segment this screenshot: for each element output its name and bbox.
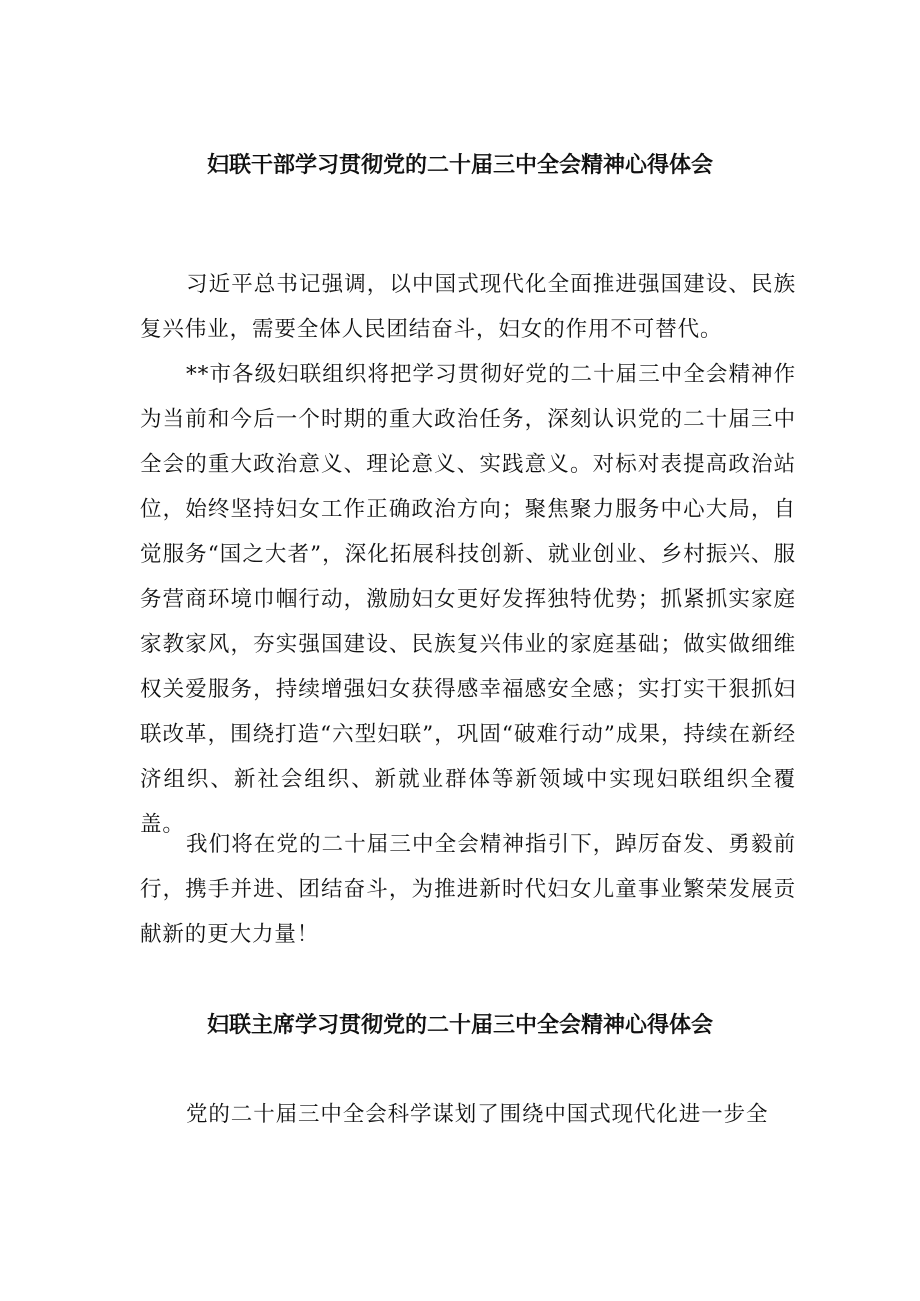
- article-1-paragraph-3: 我们将在党的二十届三中全会精神指引下，踔厉奋发、勇毅前行，携手并进、团结奋斗，为推进新时代妇女儿童事业繁荣发展贡献新的更大力量！: [140, 832, 796, 947]
- article-1-title: 妇联干部学习贯彻党的二十届三中全会精神心得体会: [206, 153, 713, 178]
- article-1-paragraph-2: **市各级妇联组织将把学习贯彻好党的二十届三中全会精神作为当前和今后一个时期的重大政治任务，深刻认识党的二十届三中全会的重大政治意义、理论意义、实践意义。对标对表提高政治站位，始终坚持妇女工作正确政治方向；聚焦聚力服务中心大局，自觉服务“国之大者”，深化拓展科技创新、就业创业、乡村振兴、服务营商环境巾帼行动，激励妇女更好发挥独特优势；抓紧抓实家庭家教家风，夯实强国建设、民族复兴伟业的家庭基础；做实做细维权关爱服务，持续增强妇女获得感幸福感安全感；实打实干狠抓妇联改革，围绕打造“六型妇联”，巩固“破难行动”成果，持续在新经济组织、新社会组织、新就业群体等新领域中实现妇联组织全覆盖。: [140, 362, 796, 837]
- article-2-title: 妇联主席学习贯彻党的二十届三中全会精神心得体会: [206, 1013, 713, 1038]
- article-1-paragraph-1: 习近平总书记强调，以中国式现代化全面推进强国建设、民族复兴伟业，需要全体人民团结奋斗，妇女的作用不可替代。: [140, 272, 796, 342]
- article-2-paragraph-1: 党的二十届三中全会科学谋划了围绕中国式现代化进一步全: [186, 1102, 769, 1127]
